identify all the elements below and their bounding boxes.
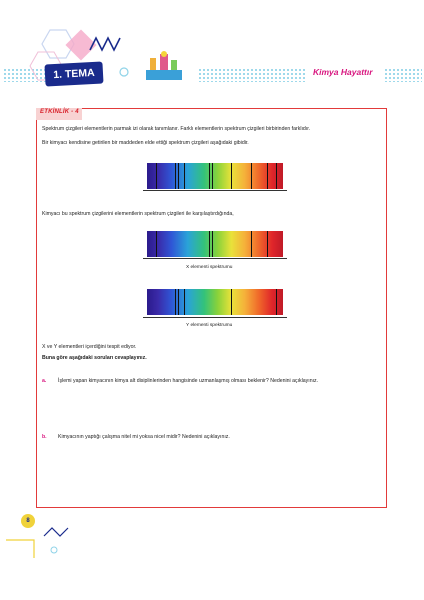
intro-line-2: Bir kimyacı kendisine getirilen bir maddeden elde ettiği spektrum çizgileri aşağıdaki gibidir. — [42, 140, 249, 146]
page-number: 8 — [21, 514, 35, 528]
zigzag-decoration-icon — [88, 34, 128, 54]
sample-spectrum — [147, 163, 283, 189]
question-a-text: İşlemi yapan kimyacının kimya alt disiplinlerinden hangisinde uzmanlaşmış olması beklenir? Nedenini açıklayınız. — [58, 378, 319, 384]
activity-label: ETKİNLİK - 4 — [40, 109, 79, 115]
sample-axis — [143, 190, 287, 191]
question-b-letter: b. — [42, 434, 47, 440]
question-b-text: Kimyacının yaptığı çalışma nitel mi yoksa nicel midir? Nedenini açıklayınız. — [58, 434, 230, 440]
intro-line-1: Spektrum çizgileri elementlerin parmak izi olarak tanımlanır. Farklı elementlerin spektrum çizgileri birbirinden farklıdır. — [42, 126, 311, 132]
dot-pattern-right — [384, 68, 422, 82]
x-spectrum-caption: X elementi spektrumu — [186, 265, 233, 270]
compare-line: Kimyacı bu spektrum çizgilerini elementlerin spektrum çizgileri ile karşılaştırdığında, — [42, 211, 234, 217]
theme-badge: 1. TEMA — [44, 61, 103, 86]
finding-line: X ve Y elementleri içerdiğini tespit ediyor. — [42, 344, 137, 350]
footer-decoration-icon — [4, 500, 74, 560]
dot-pattern-middle — [198, 68, 306, 82]
y-spectrum-caption: Y elementi spektrumu — [186, 323, 233, 328]
x-spectrum-axis — [143, 258, 287, 259]
lab-illustration-icon — [142, 50, 186, 84]
instruction-line: Buna göre aşağıdaki soruları cevaplayınız. — [42, 355, 147, 361]
x-element-spectrum — [147, 231, 283, 257]
question-a-letter: a. — [42, 378, 47, 384]
y-element-spectrum — [147, 289, 283, 315]
y-spectrum-axis — [143, 317, 287, 318]
unit-title: Kimya Hayattır — [313, 67, 373, 77]
